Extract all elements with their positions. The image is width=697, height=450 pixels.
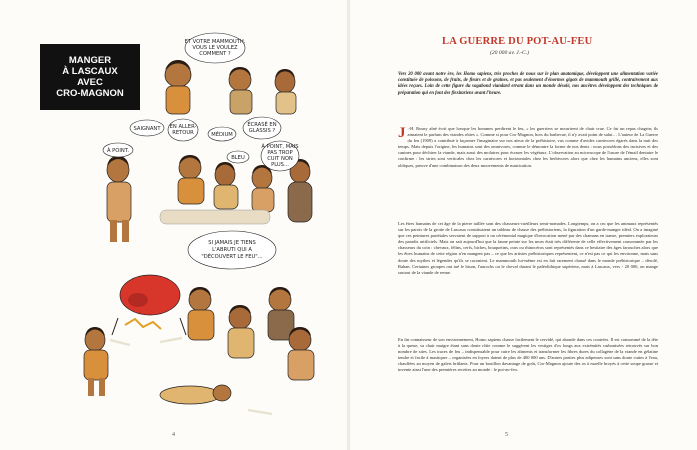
bubble-text: L'ABRUTI QUI A: [212, 247, 252, 253]
bubble-text: PAS TROP: [267, 150, 293, 156]
body-paragraph: [398, 126, 658, 169]
bubble-text: BLEU: [231, 155, 245, 161]
page-number-left: 4: [172, 432, 175, 438]
body-paragraph: Les êtres humains de cet âge de la pierre taillée sont des chasseurs-cueilleurs semi-nomades. Longtemps, on a cru que les animaux représentés sur les parois de la grotte de Lascaux constituaient un tableau de chasse des préhistoriens, la figuration d'un garde-manger idéal. On a imaginé que ces peintures pariétales servaient de support à un cérémonial magique d'invocation mené par des chamans en transe, premiers explorateurs des paradis artificiels. Mais on sait aujourd'hui que la faune peinte sur les murs était très différente de celle effectivement consommée par les chasseurs du coin : chevaux, félins, cerfs, biches, bouquetins, ours ou rhinocéros sont représentés dans ce bestiaire des âges farouches alors que les êtres humains de cette région n'en mangent pas – ce que les artistes préhistoriques représentent, ce n'est pas ce qui les environne, mais sans doute des mythes et légendes qu'ils se racontent. Le mammouth lui-même est en fait rarement chassé dans le monde préhistorique – désolé, Rahan. Certaines groupes ont tué le bison, l'aurochs ou le cheval durant le paléolithique supérieur, mais à Lascaux, vers - 20 000, on mange surtout de la viande de renne.: [398, 221, 658, 275]
left-page: [0, 0, 348, 450]
chapter-banner: [40, 44, 140, 110]
bubble-text: GLASSIS ?: [248, 128, 276, 134]
banner-line: AVEC: [77, 77, 103, 88]
bubble-text: ÉCRASÉ EN: [247, 122, 277, 128]
page-number-right: 5: [505, 432, 508, 438]
bubble-text: VOUS LE VOULEZ: [192, 45, 238, 51]
bubble-text: SAIGNANT: [133, 126, 161, 132]
bubble-text: CUIT NON: [267, 156, 293, 162]
bubble-text: EN ALLER-: [169, 124, 197, 130]
speech-bubble-lower: [188, 231, 276, 269]
bubble-text: RETOUR: [172, 130, 194, 136]
drop-cap: J: [398, 125, 406, 141]
bubble-text: ET VOTRE MAMMOUTH,: [184, 39, 246, 45]
bubble-text: À POINT.: [106, 148, 130, 154]
lower-scene: [84, 275, 314, 414]
paragraph-text: .-H. Rosny aîné écrit que lorsque les hommes perdirent le feu, « les guerriers se nourrirent de chair crue. Ce fut un repas chagrin; ils aimaient le parfum des viandes rôties ». Comme si pour Cro-Magnon, hors du barbecue, il n'y avait point de salut… L'auteur de La Guerre du feu (1909) a contribué à façonner l'imaginaire sur nos aïeux de la préhistoire, vus comme d'avides carnivores égarés dans la nuit des temps. Mais depuis l'origine, les humains sont des omnivores, comme le démontre la forme de nos dents : nous possédons des incisives et des canines pour déchirer la viande, mais aussi des molaires pour écraser les végétaux. L'observation au microscope de l'usure de l'émail dentaire le confirme : les stries sont verticales chez les carnivores et horizontales chez les herbivores alors que chez les humains anciens, elles sont obliques, preuve d'une combinaison des deux mouvements de mastication.: [398, 126, 658, 168]
bubble-text: À POINT, MAIS: [261, 144, 299, 150]
bubble-text: "DÉCOUVERT LE FEU"...: [201, 254, 263, 260]
banner-line: CRO-MAGNON: [56, 88, 124, 99]
bubble-text: PLUS...: [271, 162, 289, 168]
chapter-title: LA GUERRE DU POT-AU-FEU: [442, 36, 593, 47]
bubble-text: SI JAMAIS JE TIENS: [208, 240, 256, 246]
banner-line: MANGER: [68, 55, 112, 66]
chapter-subtitle: (20 000 av. J.-C.): [490, 50, 530, 56]
intro-paragraph: Vers 20 000 avant notre ère, les Homo sapiens, très proches de nous sur le plan anatomique, développent une alimentation variée constituée de poissons, de fruits, de fleurs et de graines, et pas seulement d'énormes gigots de mammouth grillé, contrairement aux idées reçues. Loin de cette figure du vagabond viandard errant dans un monde désolé, nos ancêtres développent des techniques de préparation qui en font des flexitariens avant l'heure.: [398, 72, 658, 96]
right-page: [350, 0, 697, 450]
banner-line: À LASCAUX: [62, 66, 118, 77]
bubble-text: MÉDIUM: [211, 132, 233, 138]
body-paragraph: En fin connaisseur de son environnement, Homo sapiens chasse facilement le cervidé, qui abonde dans ces contrées. Il est consommé de la tête à la queue, sa chair maigre étant sans doute rôtie comme le suggèrent les vestiges d'os longs aux extrémités carbonisées retrouvés sur bon nombre de sites. Les traces de feu – indispensable pour cuire les aliments et transformer les fibres dures du collagène de la viande en gélatine tendre et facile à mastiquer – organisées en foyers datent de plus de 400 000 ans. D'autres parties plus adipeuses sont sans doute cuites à l'eau, chauffées au moyen de galets brûlants. Pour un bouillon davantage de goût, Cro-Magnon ajoute des os à moelle broyés à cette soupe grasse et invente ainsi l'une des premières recettes au monde : le pot-au-feu.: [398, 337, 658, 373]
bubble-text: COMMENT ?: [199, 51, 231, 57]
